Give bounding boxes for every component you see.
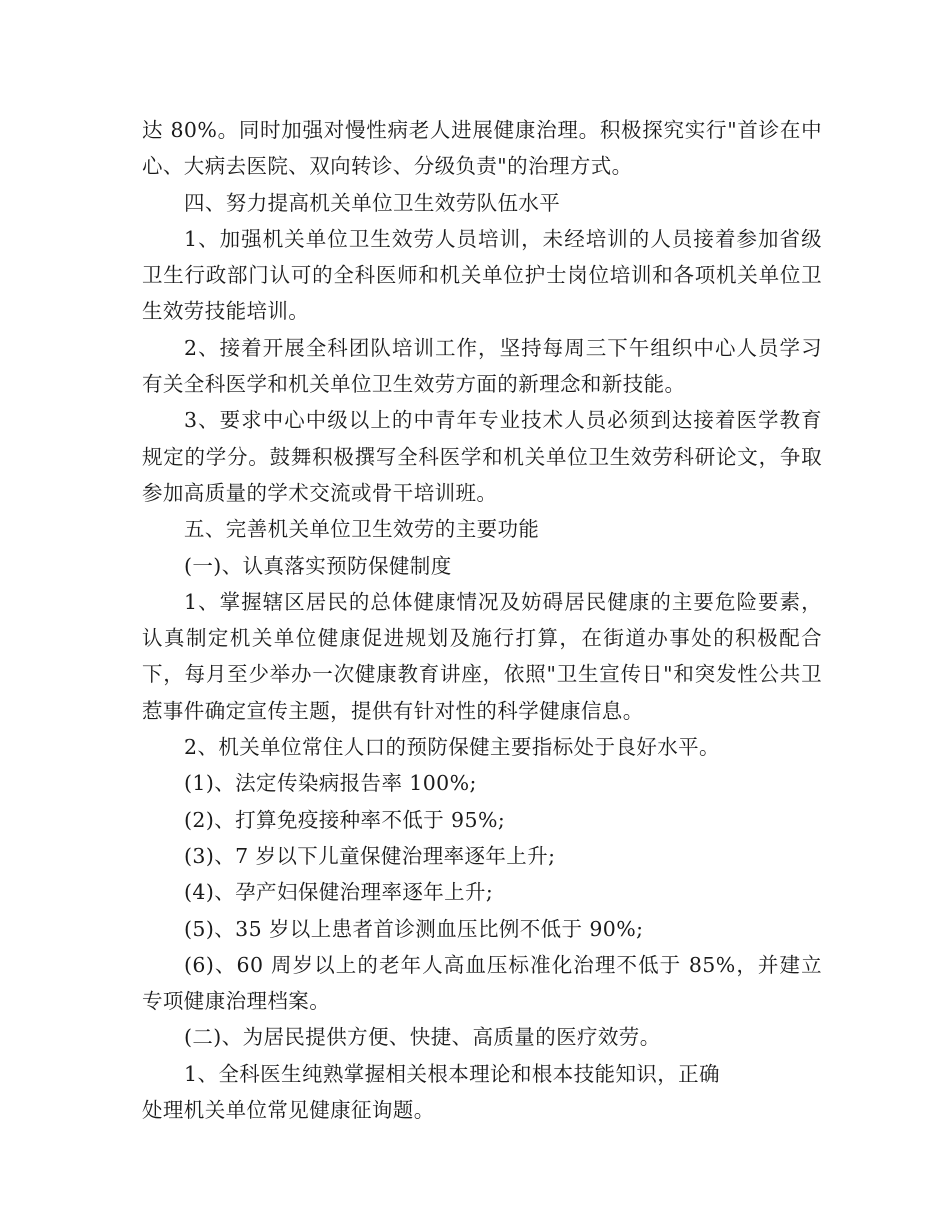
paragraph-continuation: 处理机关单位常见健康征询题。 [142, 1098, 435, 1123]
section-heading: 五、完善机关单位卫生效劳的主要功能 [184, 517, 540, 542]
paragraph: 2、接着开展全科团队培训工作，坚持每周三下午组织中心人员学习有关全科医学和机关单位卫生效劳方面的新理念和新技能。 [142, 335, 822, 397]
paragraph: 1、全科医生纯熟掌握相关根本理论和根本技能知识，正确 [184, 1061, 720, 1086]
list-item: (4)、孕产妇保健治理率逐年上升; [184, 880, 494, 905]
paragraph: 2、机关单位常住人口的预防保健主要指标处于良好水平。 [184, 735, 720, 760]
paragraph: 达 80%。同时加强对慢性病老人进展健康治理。积极探究实行"首诊在中心、大病去医院、双向转诊、分级负责"的治理方式。 [142, 118, 822, 179]
list-item: (3)、7 岁以下儿童保健治理率逐年上升; [184, 843, 556, 868]
subsection-heading: (二)、为居民提供方便、快捷、高质量的医疗效劳。 [184, 1025, 661, 1050]
list-item: (1)、法定传染病报告率 100%; [184, 771, 477, 796]
list-item: (2)、打算免疫接种率不低于 95%; [184, 807, 506, 832]
paragraph: 3、要求中心中级以上的中青年专业技术人员必须到达接着医学教育规定的学分。鼓舞积极撰写全科医学和机关单位卫生效劳科研论文，争取参加高质量的学术交流或骨干培训班。 [142, 408, 822, 505]
list-item: (6)、60 周岁以上的老年人高血压标准化治理不低于 85%，并建立专项健康治理档案。 [142, 952, 822, 1014]
document-body [142, 112, 822, 1128]
list-item: (5)、35 岁以上患者首诊测血压比例不低于 90%; [184, 916, 644, 941]
subsection-heading: (一)、认真落实预防保健制度 [184, 553, 452, 578]
paragraph: 1、加强机关单位卫生效劳人员培训，未经培训的人员接着参加省级卫生行政部门认可的全科医师和机关单位护士岗位培训和各项机关单位卫生效劳技能培训。 [142, 226, 822, 324]
section-heading: 四、努力提高机关单位卫生效劳队伍水平 [184, 190, 561, 215]
paragraph: 1、掌握辖区居民的总体健康情况及妨碍居民健康的主要危险要素，认真制定机关单位健康促进规划及施行打算，在街道办事处的积极配合下，每月至少举办一次健康教育讲座，依照"卫生宣传日"和突发性公共卫惹事件确定宣传主题，提供有针对性的科学健康信息。 [142, 589, 822, 723]
